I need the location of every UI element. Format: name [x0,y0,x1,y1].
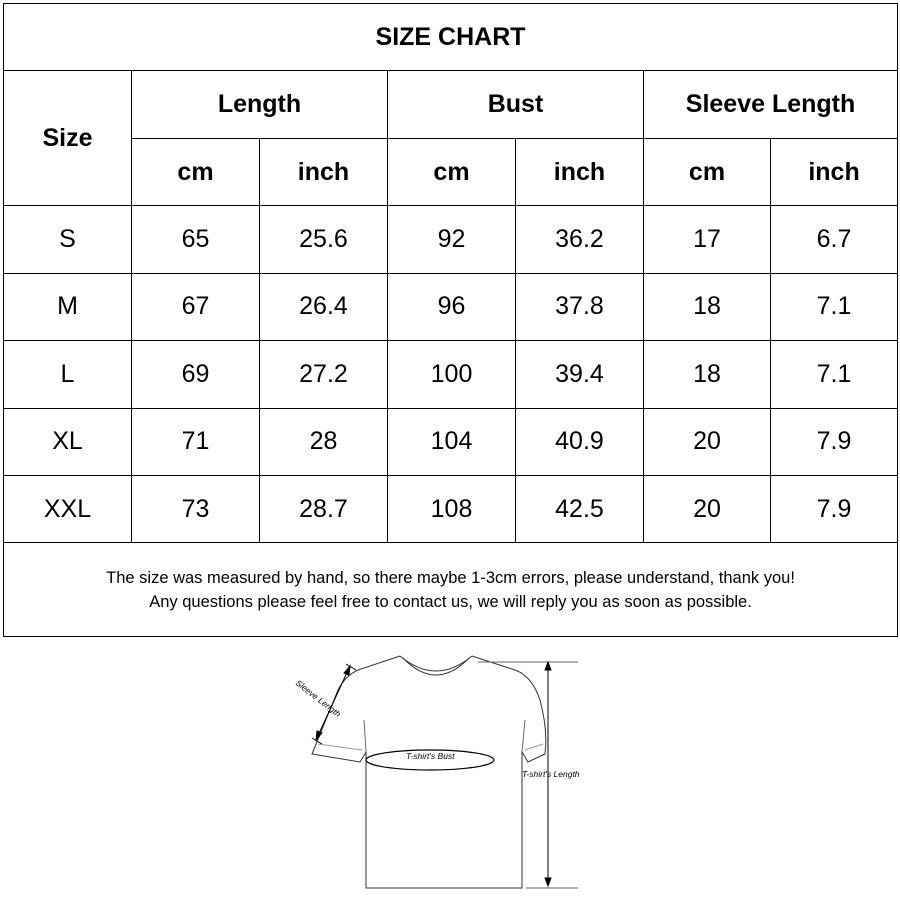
size-chart-table [3,3,898,637]
unit-header: cm [644,138,771,205]
value-cell: 7.1 [771,273,898,340]
length-label: T-shirt's Length [522,769,580,779]
table-row [4,408,898,475]
table-row [4,206,898,273]
value-cell: 7.9 [771,475,898,542]
value-cell: 65 [132,206,260,273]
size-cell: XXL [4,475,132,542]
value-cell: 92 [388,206,516,273]
value-cell: 104 [388,408,516,475]
tshirt-outline [312,656,546,888]
value-cell: 28 [260,408,388,475]
table-row [4,273,898,340]
sleeve-length-header: Sleeve Length [644,71,898,138]
tshirt-measurement-diagram [0,640,900,900]
value-cell: 28.7 [260,475,388,542]
value-cell: 6.7 [771,206,898,273]
unit-header: inch [771,138,898,205]
value-cell: 42.5 [516,475,644,542]
length-header: Length [132,71,388,138]
chart-title: SIZE CHART [4,4,898,71]
value-cell: 18 [644,273,771,340]
sleeve-length-label: Sleeve Length [293,677,343,720]
unit-header: inch [260,138,388,205]
value-cell: 67 [132,273,260,340]
value-cell: 7.1 [771,341,898,408]
value-cell: 20 [644,408,771,475]
value-cell: 26.4 [260,273,388,340]
value-cell: 100 [388,341,516,408]
value-cell: 20 [644,475,771,542]
unit-header: cm [388,138,516,205]
value-cell: 27.2 [260,341,388,408]
value-cell: 96 [388,273,516,340]
table-row [4,475,898,542]
value-cell: 71 [132,408,260,475]
measurement-note [4,543,898,637]
size-cell: XL [4,408,132,475]
bust-header: Bust [388,71,644,138]
size-cell: M [4,273,132,340]
value-cell: 37.8 [516,273,644,340]
value-cell: 25.6 [260,206,388,273]
value-cell: 69 [132,341,260,408]
value-cell: 17 [644,206,771,273]
size-header: Size [4,71,132,206]
value-cell: 39.4 [516,341,644,408]
value-cell: 18 [644,341,771,408]
table-row [4,341,898,408]
size-cell: S [4,206,132,273]
unit-header: cm [132,138,260,205]
value-cell: 36.2 [516,206,644,273]
unit-header: inch [516,138,644,205]
note-line: The size was measured by hand, so there maybe 1-3cm errors, please understand, thank you! [106,568,795,587]
bust-label: T-shirt's Bust [406,751,455,761]
size-cell: L [4,341,132,408]
value-cell: 40.9 [516,408,644,475]
value-cell: 73 [132,475,260,542]
value-cell: 7.9 [771,408,898,475]
value-cell: 108 [388,475,516,542]
note-line: Any questions please feel free to contact us, we will reply you as soon as possible. [149,592,752,611]
